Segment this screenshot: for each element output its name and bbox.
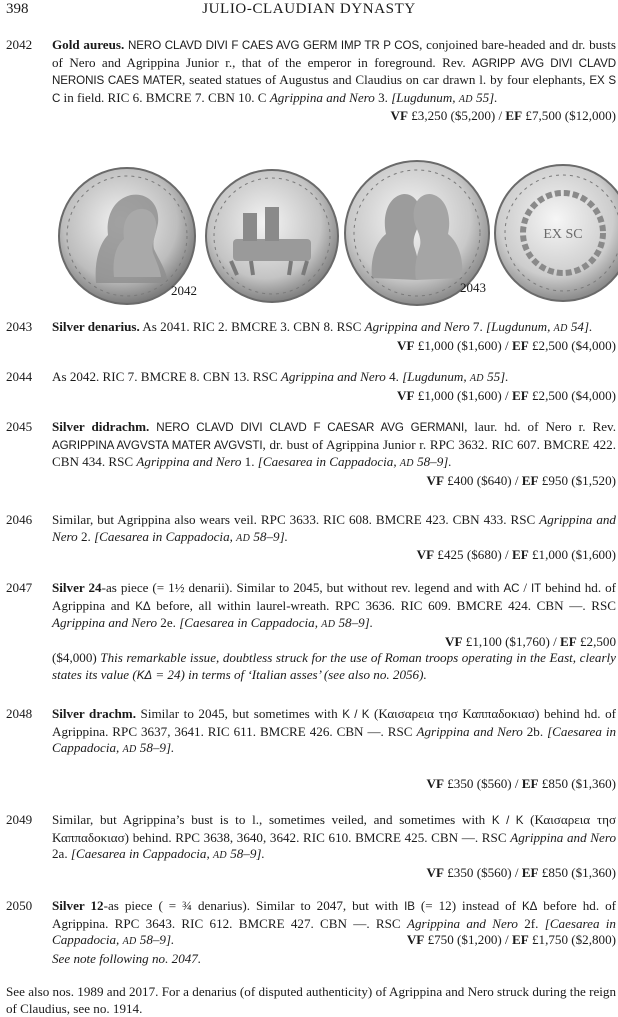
- entry-title: Silver 24: [52, 580, 102, 595]
- editorial-note: This remarkable issue, doubtless struck for the use of Roman troops operating in the East, clearly states its value (KΔ = 24) in terms of ‘Italian asses’ (see also no. 2056).: [52, 650, 616, 682]
- footer-note: See also nos. 1989 and 2017. For a denarius (of disputed authenticity) of Agrippina and Nero struck during the reign of Claudius, see no. 1914.: [6, 984, 616, 1016]
- references: 2b.: [522, 723, 548, 739]
- field-legend: AC: [503, 582, 520, 595]
- entry-2045: [6, 419, 616, 489]
- reference-title: Agrippina and Nero: [510, 829, 616, 845]
- references: 2f.: [517, 915, 545, 931]
- obverse-legend: NERO CLAVD DIVI CLAVD F CAESAR AVG GERMANI: [156, 421, 465, 434]
- description: ( = ¾ denarius). Similar to 2047, but with: [152, 898, 405, 913]
- reference-title: Agrippina and Nero: [280, 369, 386, 384]
- reference-title: Agrippina and Nero: [364, 319, 470, 334]
- price-line: VF £400 ($640) / EF £950 ($1,520): [426, 472, 616, 488]
- mint-attribution: [Lugdunum, AD 55].: [391, 89, 498, 105]
- entry-text: [52, 898, 616, 967]
- entry-number: 2045: [6, 419, 33, 434]
- entry-number: 2043: [6, 319, 33, 334]
- entry-2044: [6, 369, 616, 404]
- price-continuation: ($4,000): [52, 650, 101, 666]
- field-legend: IT: [531, 582, 542, 595]
- cross-reference-note: See note following no. 2047.: [52, 950, 202, 966]
- entry-text: [52, 706, 616, 792]
- coin-2043-reverse-image: [492, 162, 618, 304]
- running-head: JULIO-CLAUDIAN DYNASTY: [202, 1, 416, 17]
- references: before hd. of Agrippina. RPC 3643. RIC 612. BMCRE 427. CBN —. RSC: [52, 898, 616, 931]
- reverse-legend: AGRIPPINA AVGVSTA MATER AVGVSTI: [52, 438, 263, 452]
- entry-number: 2046: [6, 512, 33, 527]
- references: 3.: [374, 89, 392, 105]
- price-line: VF £1,000 ($1,600) / EF £2,500 ($4,000): [397, 387, 616, 403]
- field-legend: K / K: [491, 814, 524, 827]
- entry-text: [52, 37, 616, 124]
- mint-attribution: [Caesarea in Cappadocia, AD 58–9].: [257, 454, 452, 470]
- references: 7.: [469, 319, 483, 334]
- entry-2047: [6, 580, 616, 685]
- entry-text: [52, 319, 616, 353]
- description: , laur. hd. of Nero r. Rev.: [464, 419, 616, 434]
- price-line: VF £3,250 ($5,200) / EF £7,500 ($12,000): [390, 108, 616, 124]
- entry-2048: [6, 706, 616, 792]
- caption-2043: 2043: [460, 280, 486, 295]
- references: , dr. bust of Agrippina Junior r. RPC 3632. RIC 607. BMCRE 422. CBN 434. RSC: [52, 436, 617, 470]
- entry-number: 2048: [6, 706, 33, 721]
- obverse-legend: NERO CLAVD DIVI F CAES AVG GERM IMP TR P COS: [128, 39, 420, 52]
- entry-text: [52, 419, 617, 488]
- svg-text:EX SC: EX SC: [543, 227, 583, 242]
- mint-attribution: [Lugdunum, AD 55].: [402, 369, 509, 384]
- entry-2050: [6, 898, 616, 967]
- description: , conjoined bare-headed and dr. busts of Nero and Agrippina Junior r., that of the emperor in foreground. Rev.: [52, 37, 616, 70]
- field-legend: IB: [404, 900, 415, 913]
- entry-title: Gold aureus.: [52, 37, 125, 52]
- field-legend: EX S C: [52, 74, 616, 105]
- entry-number: 2042: [6, 37, 33, 52]
- reference-title: Agrippina and Nero: [52, 615, 157, 631]
- entry-title-suffix: -as piece: [103, 898, 153, 913]
- description: , seated statues of Augustus and Claudius on car drawn l. by four elephants,: [181, 72, 586, 88]
- price-line: VF £750 ($1,200) / EF £1,750 ($2,800): [406, 932, 616, 948]
- field-legend: KΔ: [135, 599, 151, 613]
- references: 1.: [241, 454, 258, 470]
- price-line: VF £350 ($560) / EF £850 ($1,360): [426, 775, 616, 791]
- entry-title: Silver denarius.: [52, 319, 140, 334]
- mint-attribution: [Caesarea in Cappadocia, AD 58–9].: [179, 615, 374, 631]
- entry-2049: [6, 812, 616, 881]
- coin-illustrations: [0, 155, 618, 300]
- entry-2042: [6, 37, 616, 125]
- reference-title: Agrippina and Nero: [136, 454, 242, 470]
- price-line: VF £1,100 ($1,760) / EF £2,500: [445, 633, 616, 649]
- entry-title: Silver drachm.: [52, 706, 136, 721]
- references: 4.: [385, 369, 403, 384]
- description: (= 12) instead of: [414, 898, 523, 913]
- entry-text: [52, 812, 616, 881]
- reference-title: Agrippina and Nero: [269, 89, 375, 105]
- entry-2046: [6, 512, 616, 564]
- references: Similar, but Agrippina also wears veil. RPC 3633. RIC 608. BMCRE 423. CBN 433. RSC: [52, 512, 540, 527]
- entry-text: [52, 512, 616, 564]
- references: 2e.: [157, 615, 180, 631]
- field-legend: K / K: [342, 708, 370, 721]
- caption-2042: 2042: [171, 283, 197, 298]
- description: Similar to 2045, but sometimes with: [135, 706, 343, 721]
- field-legend: KΔ: [522, 900, 538, 913]
- entry-number: 2049: [6, 812, 33, 827]
- reference-title: Agrippina and Nero: [52, 512, 616, 544]
- mint-attribution: [Caesarea in Cappadocia, AD 58–9].: [52, 723, 617, 756]
- price-line: VF £1,000 ($1,600) / EF £2,500 ($4,000): [397, 337, 616, 353]
- price-line: VF £425 ($680) / EF £1,000 ($1,600): [416, 547, 616, 563]
- description: (= 1½ denarii). Similar to 2045, but without rev. legend and with: [148, 580, 504, 595]
- reference-title: Agrippina and Nero: [406, 915, 518, 931]
- entry-title-suffix: -as piece: [101, 580, 149, 595]
- entry-number: 2047: [6, 580, 33, 595]
- reverse-legend: AGRIPP AVG DIVI CLAVD NERONIS CAES MATER: [52, 56, 616, 88]
- entry-text: [52, 369, 616, 404]
- entry-number: 2044: [6, 369, 33, 384]
- page-number: 398: [6, 1, 29, 17]
- references: 2.: [77, 528, 95, 544]
- mint-attribution: [Caesarea in Cappadocia, AD 58–9].: [52, 915, 616, 948]
- mint-attribution: [Lugdunum, AD 54].: [486, 319, 593, 334]
- entry-number: 2050: [6, 898, 33, 913]
- entry-title: Silver didrachm.: [52, 419, 150, 434]
- references: in field. RIC 6. BMCRE 7. CBN 10. C: [60, 89, 270, 105]
- references: As 2041. RIC 2. BMCRE 3. CBN 8. RSC: [139, 319, 365, 334]
- entry-2043: [6, 319, 616, 354]
- reference-title: Agrippina and Nero: [416, 723, 523, 739]
- description: behind hd. of Agrippina and: [52, 580, 617, 613]
- coin-2042-reverse-image: [203, 167, 341, 305]
- references: before, all within laurel-wreath. RPC 3636. RIC 609. BMCRE 424. CBN —. RSC: [150, 597, 616, 613]
- references: As 2042. RIC 7. BMCRE 8. CBN 13. RSC: [52, 369, 281, 384]
- description: Similar, but Agrippina’s bust is to l., sometimes veiled, and sometimes with: [52, 812, 492, 827]
- entry-text: Silver 24-as piece (= 1½ denarii). Similar to 2045, but without rev. legend and with AC / IT behind hd. of Agrippina and KΔ before, all within laurel-wreath. RPC 3636. RIC 609. BMCRE 424. CBN —. RSC Agrippina and Nero 2e. [Caesarea in Cappadocia, AD 58–9]. VF £1,100 ($1,760) / EF £2,500 ($4,000) This remarkable issue, doubtless struck for the use of Roman troops operating in the East, clearly states its value (KΔ = 24) in terms of ‘Italian asses’ (see also no. 2056).: [52, 580, 617, 682]
- references: (Καισαρεια τησ Καππαδοκιασ) behind. RPC 3638, 3640, 3642. RIC 610. BMCRE 425. CBN —. RSC: [52, 812, 616, 845]
- mint-attribution: [Caesarea in Cappadocia, AD 58–9].: [94, 528, 288, 544]
- price-line: VF £350 ($560) / EF £850 ($1,360): [426, 864, 616, 880]
- entry-title: Silver 12: [52, 898, 104, 913]
- references: (Καισαρεια τησ Καππαδοκιασ) behind hd. of Agrippina. RPC 3637, 3641. RIC 611. BMCRE 426. CBN —. RSC: [52, 706, 616, 739]
- mint-attribution: [Caesarea in Cappadocia, AD 58–9].: [70, 846, 265, 862]
- references: 2a.: [52, 846, 71, 862]
